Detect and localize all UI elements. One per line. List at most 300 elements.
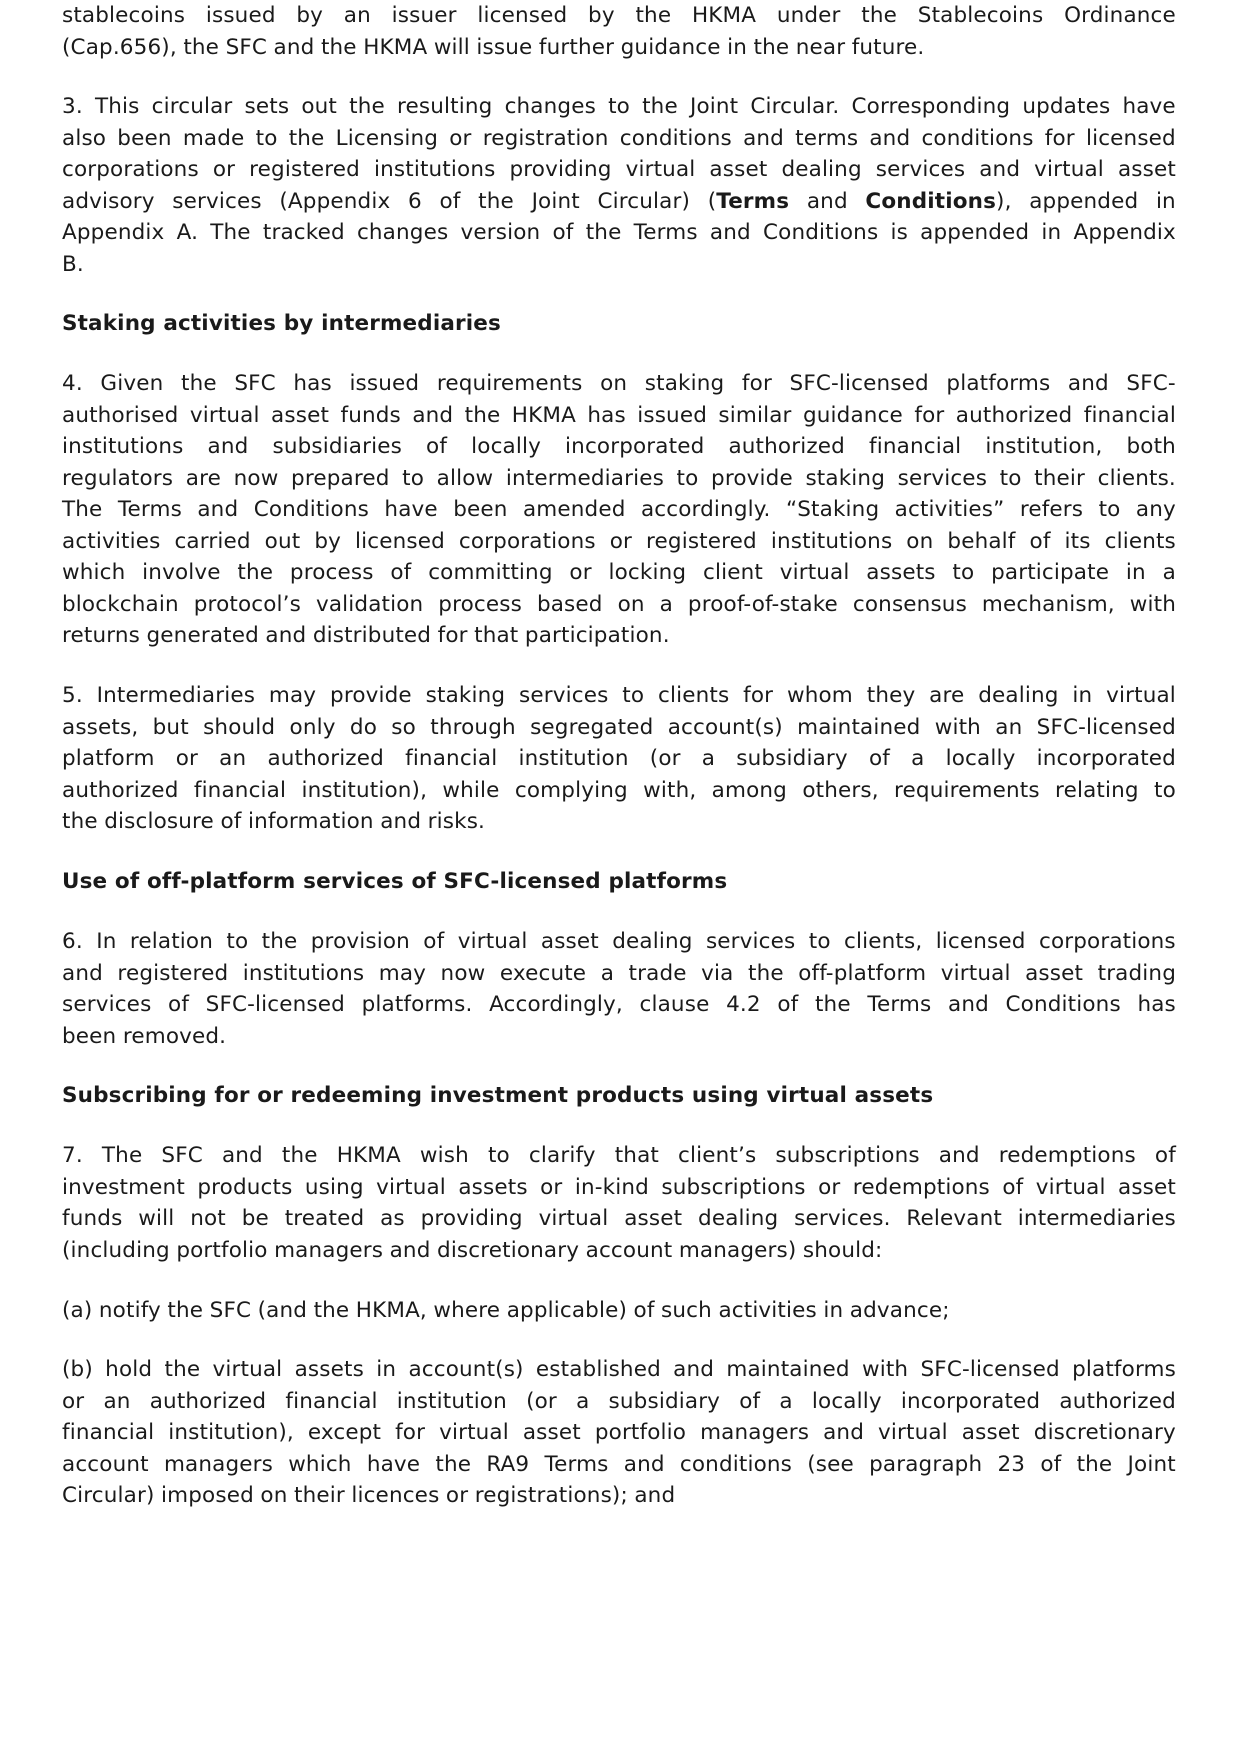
word: guidance [620, 34, 721, 60]
word: 6. [62, 929, 83, 954]
text-line [62, 123, 1176, 155]
word: the [237, 560, 274, 585]
word: which [288, 1451, 352, 1477]
text-line [62, 989, 1176, 1021]
word: services [897, 465, 988, 491]
word: the [753, 34, 790, 60]
word: dealing [978, 683, 1059, 708]
word: wish [419, 1143, 469, 1168]
word: of [423, 929, 445, 954]
word: may [378, 960, 427, 986]
word: dealing [781, 157, 862, 182]
word: information [247, 809, 374, 834]
word: but [152, 714, 189, 740]
word: the [180, 371, 217, 396]
word: managers [274, 1237, 384, 1263]
word: been [117, 125, 172, 151]
word: the [861, 3, 898, 28]
word: provide [330, 683, 412, 708]
word: or [569, 560, 592, 585]
word: maintained [797, 714, 921, 740]
word: been [62, 1023, 117, 1049]
word: (including [62, 1237, 170, 1263]
word: account [62, 1451, 149, 1477]
word: out [264, 528, 301, 554]
word: should [203, 714, 276, 740]
word: segregated [530, 714, 654, 740]
word: will [138, 1206, 175, 1231]
word: the [642, 94, 678, 119]
word: institutions [62, 434, 184, 459]
word: to [676, 465, 699, 491]
word: Appendix [62, 220, 165, 245]
word: with [861, 1357, 909, 1382]
word: the [635, 3, 672, 28]
word: services [705, 929, 796, 954]
text-line [62, 32, 1176, 64]
word: be [241, 1206, 269, 1231]
word: a [701, 746, 716, 771]
word: clarify [528, 1143, 596, 1168]
word: treated [284, 1206, 365, 1231]
word: intermediaries [505, 465, 664, 491]
word: advisory [62, 188, 155, 214]
word: of [439, 188, 461, 214]
word: issued [205, 3, 276, 28]
text-line [62, 217, 1176, 249]
word: (and [257, 1298, 308, 1323]
word: to [622, 683, 645, 708]
word: using [304, 1174, 364, 1200]
word: behalf [947, 528, 1016, 554]
word: to [487, 1143, 510, 1168]
word: version [460, 220, 541, 245]
word: except [307, 1420, 382, 1445]
word: relating [1055, 777, 1139, 803]
word: Terms [633, 220, 698, 245]
word: Circular. [750, 94, 840, 119]
word: platforms [946, 371, 1051, 396]
word: of [390, 560, 412, 585]
word: process [289, 560, 374, 585]
word: an [219, 746, 247, 771]
word: or [449, 125, 472, 151]
word: 4.2 [726, 992, 761, 1017]
word: in [1072, 683, 1093, 708]
word: its [1064, 528, 1091, 554]
word: or [212, 157, 236, 182]
word: the [435, 1451, 472, 1477]
text-line [62, 526, 1176, 558]
word: only [289, 714, 336, 740]
word: and [709, 220, 751, 245]
word: assets [458, 1174, 528, 1200]
word: has [293, 371, 332, 396]
word: off-platform [798, 960, 927, 986]
word: and [207, 434, 249, 459]
word: or [609, 528, 633, 554]
word: the [747, 960, 784, 986]
text-line [62, 926, 1176, 958]
word: so [391, 714, 416, 740]
word: do [349, 714, 377, 740]
word: notify [98, 1298, 161, 1323]
word: the [261, 929, 298, 954]
word: 4. [62, 371, 83, 396]
word: under [776, 3, 841, 28]
word: and [380, 809, 422, 834]
word: relation [129, 929, 213, 954]
word: or [445, 1483, 469, 1508]
word: virtual [625, 157, 696, 182]
word: of [777, 992, 799, 1017]
word: their [1034, 465, 1086, 491]
word: clients [658, 683, 730, 708]
word: licensed [1085, 125, 1176, 151]
word: client’s [678, 1143, 757, 1168]
word: paragraph [869, 1451, 983, 1477]
word: provide [711, 465, 793, 491]
word: institution, [985, 434, 1103, 459]
word: maintained [726, 1357, 850, 1382]
word: funds [340, 402, 401, 428]
word: Joint [531, 188, 580, 214]
word: disclosure [104, 809, 214, 834]
word: products [197, 1174, 293, 1200]
text-line [62, 1480, 1176, 1512]
text-line [62, 1203, 1176, 1235]
word: and [938, 1143, 980, 1168]
word: by [588, 3, 615, 28]
word: in [823, 1298, 844, 1323]
word: Appendix [1073, 220, 1176, 245]
word: stablecoins [62, 3, 186, 28]
word: trading [1097, 960, 1176, 986]
word: complying [514, 777, 628, 803]
word: authorized [149, 1388, 267, 1414]
word: through [430, 714, 516, 740]
text-line [62, 463, 1176, 495]
word: dealing [612, 929, 693, 954]
word: Circular) [597, 188, 691, 214]
word: institution [396, 1388, 507, 1414]
word: asset [271, 402, 330, 428]
word: Terms [117, 497, 182, 522]
word: for [395, 1420, 426, 1445]
text-line [62, 1140, 1176, 1172]
word: are [929, 683, 965, 708]
word: registered [249, 157, 360, 182]
word: conditions [921, 125, 1034, 151]
word: based [536, 591, 603, 617]
word: the [288, 125, 325, 151]
word: to [608, 94, 630, 119]
word: Terms [867, 992, 932, 1017]
word: corporations [458, 528, 596, 554]
word: investment [62, 1174, 185, 1200]
word: of [868, 746, 890, 771]
word: terms [795, 125, 859, 151]
word: funds [62, 1206, 123, 1231]
word: (see [807, 1451, 854, 1477]
text-line [62, 1354, 1176, 1386]
word: SFC- [1126, 371, 1176, 396]
word: Conditions [1005, 992, 1121, 1017]
word: in [376, 1357, 397, 1382]
word: in [1041, 220, 1062, 245]
word: of [739, 1388, 761, 1414]
word: 5. [62, 683, 83, 708]
word: consensus [852, 591, 967, 617]
word: and [979, 157, 1021, 182]
word: on [617, 591, 645, 617]
word: refers [1019, 497, 1084, 522]
text-line [62, 1386, 1176, 1418]
word: Licensing [335, 125, 439, 151]
text-line [62, 154, 1176, 186]
word: SFC [234, 371, 276, 396]
word: proof-of-stake [687, 591, 838, 617]
word: issued [349, 371, 420, 396]
text-line [62, 680, 1176, 712]
word: a [779, 1388, 793, 1414]
word: of [1154, 1143, 1176, 1168]
word: account [585, 1237, 673, 1263]
word: on [260, 1483, 288, 1508]
word: (Cap.656), [62, 34, 177, 60]
word: staking [805, 465, 886, 491]
word: trade [628, 960, 687, 986]
word: financial [405, 746, 498, 771]
word: risks. [427, 809, 486, 834]
word: virtual [1035, 1174, 1106, 1200]
word: licences [351, 1483, 440, 1508]
word: dealing [698, 1206, 779, 1231]
word: requirements [436, 371, 583, 396]
word: a [600, 960, 615, 986]
word: participation. [524, 623, 670, 648]
word: corporations [1038, 929, 1176, 954]
word: redemptions [998, 1143, 1136, 1168]
word: Circular) [62, 1483, 155, 1508]
word: committing [428, 560, 553, 585]
word: blockchain [62, 591, 179, 617]
word: similar [718, 402, 792, 428]
word: changes [504, 94, 596, 119]
text-line [62, 1235, 1176, 1267]
word: and [197, 497, 239, 522]
word: providing [420, 1206, 523, 1231]
word: account(s) [408, 1357, 524, 1382]
word: of [426, 434, 448, 459]
word: HKMA [336, 1143, 401, 1168]
word: In [96, 929, 117, 954]
word: subscriptions [661, 1174, 806, 1200]
word: to [952, 560, 975, 585]
text-line [62, 431, 1176, 463]
word: (b) [62, 1357, 93, 1382]
word: and [265, 623, 307, 648]
word: client [702, 560, 763, 585]
word: locally [471, 434, 541, 459]
word: subsidiary [608, 1388, 721, 1414]
word: authorized [955, 402, 1073, 428]
word: HKMA [363, 34, 428, 60]
word: Conditions [253, 497, 369, 522]
word: of [220, 809, 242, 834]
word: financial [62, 1420, 155, 1445]
word: financial [285, 1388, 378, 1414]
word: for [437, 623, 468, 648]
word: asset [624, 1206, 683, 1231]
word: (Terms [707, 188, 790, 214]
word: for [743, 683, 774, 708]
word: prepared [291, 465, 390, 491]
word: established [535, 1357, 661, 1382]
word: HKMA, [355, 1298, 427, 1323]
word: to [255, 125, 278, 151]
word: carried [174, 528, 251, 554]
word: locally [811, 1388, 882, 1414]
word: the [478, 188, 514, 214]
word: authorized [728, 434, 845, 459]
word: registered [117, 960, 229, 986]
word: institutions [770, 528, 893, 554]
word: asset [1117, 157, 1176, 182]
word: advance; [849, 1298, 950, 1323]
word: the [320, 34, 357, 60]
word: virtual [1034, 157, 1104, 182]
word: (Appendix [279, 188, 391, 214]
word: an [103, 1388, 131, 1414]
word: made [182, 125, 245, 151]
word: which [62, 560, 126, 585]
word: SFC [225, 34, 268, 60]
word: RA9 [486, 1451, 530, 1477]
word: to [1098, 497, 1121, 522]
word: 3. [62, 94, 83, 119]
word: subsidiaries [272, 434, 402, 459]
word: Joint [689, 94, 739, 119]
word: execute [499, 960, 587, 986]
word: as [380, 1206, 405, 1231]
text-line [62, 743, 1176, 775]
word: amended [522, 497, 626, 522]
word: authorized [62, 777, 179, 803]
word: of [552, 220, 574, 245]
word: and [806, 188, 848, 214]
word: participate [991, 560, 1110, 585]
word: their [293, 1483, 345, 1508]
word: on [600, 371, 628, 396]
word: Given [100, 371, 164, 396]
word: been [453, 497, 508, 522]
word: financial [193, 777, 287, 803]
word: removed. [122, 1023, 227, 1049]
word: portfolio [594, 1420, 687, 1445]
word: conditions [619, 125, 732, 151]
word: Conditions), [865, 188, 1012, 214]
word: services [519, 683, 609, 708]
word: in-kind [574, 1174, 649, 1200]
word: or [62, 1388, 85, 1414]
word: has [587, 402, 626, 428]
word: activities” [894, 497, 1005, 522]
word: SFC [209, 1298, 252, 1323]
word: are [185, 465, 221, 491]
word: the [183, 34, 220, 60]
word: now [233, 465, 279, 491]
word: of [168, 992, 190, 1017]
word: registered [646, 528, 757, 554]
word: asset [540, 929, 599, 954]
word: virtual [779, 560, 850, 585]
word: licensed [477, 3, 568, 28]
word: account(s) [667, 714, 783, 740]
text-line [62, 249, 1176, 281]
word: Terms [544, 1451, 609, 1477]
word: on [906, 528, 934, 554]
word: the [1076, 1451, 1113, 1477]
word: of [633, 1298, 655, 1323]
word: to [402, 465, 425, 491]
word: a [576, 1388, 590, 1414]
word: Corresponding [851, 94, 1011, 119]
word: services [875, 157, 966, 182]
word: incorporated [1036, 746, 1176, 771]
word: asset [522, 1420, 581, 1445]
word: with, [643, 777, 697, 803]
word: locally [945, 746, 1016, 771]
word: further [538, 34, 615, 60]
word: platform [62, 746, 155, 771]
word: the [464, 402, 501, 428]
word: with [934, 714, 981, 740]
word: a [911, 746, 925, 771]
word: virtual [940, 960, 1011, 986]
word: virtual [189, 402, 260, 428]
word: clients [1104, 528, 1176, 554]
word: This [94, 94, 140, 119]
text-line [62, 806, 1176, 838]
word: 23 [997, 1451, 1026, 1477]
word: to [1154, 777, 1176, 803]
text-line [62, 494, 1176, 526]
word: to [808, 929, 831, 954]
word: updates [1022, 94, 1111, 119]
text-line [62, 1021, 1176, 1053]
word: an [995, 714, 1023, 740]
word: discretionary [437, 1237, 580, 1263]
word: institution [518, 746, 629, 771]
text-line [62, 712, 1176, 744]
word: and [743, 125, 784, 151]
word: among [711, 777, 787, 803]
word: A. [176, 220, 199, 245]
word: such [661, 1298, 712, 1323]
word: have [1122, 94, 1176, 119]
word: The [62, 497, 103, 522]
word: virtual [538, 1206, 609, 1231]
word: sets [244, 94, 290, 119]
word: intermediaries [1017, 1206, 1176, 1231]
word: imposed [161, 1483, 254, 1508]
word: licensed [354, 528, 445, 554]
word: institution), [168, 1420, 294, 1445]
word: applicable) [506, 1298, 628, 1323]
word: changes [356, 220, 449, 245]
word: tracked [262, 220, 345, 245]
